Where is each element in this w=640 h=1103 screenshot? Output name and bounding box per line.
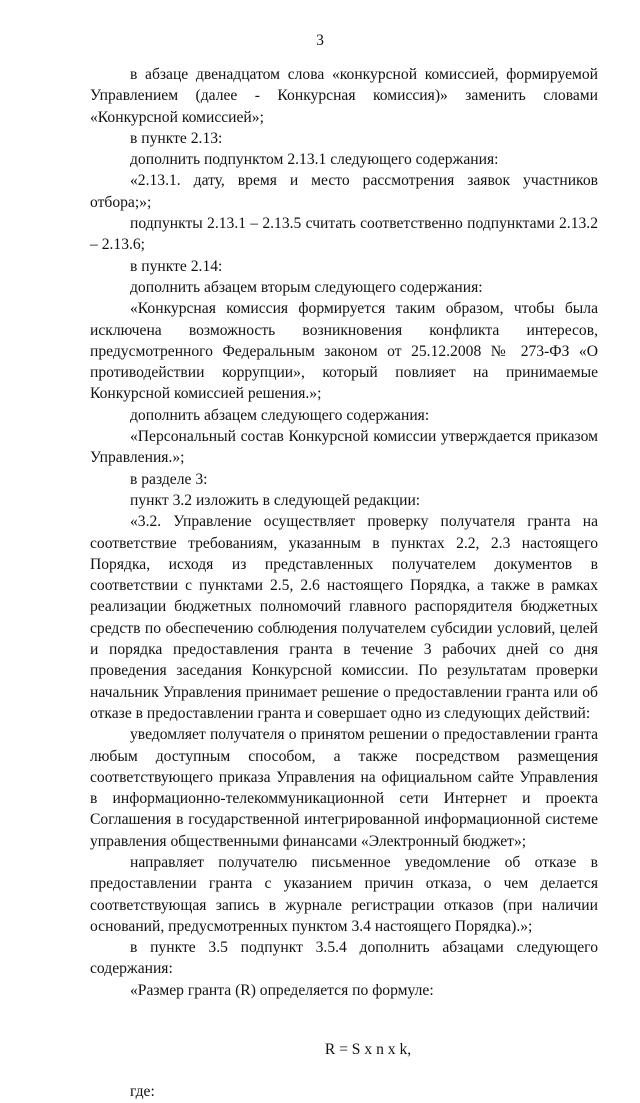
paragraph: дополнить абзацем вторым следующего содержания: [130,278,483,296]
paragraph: в разделе 3: [130,470,208,488]
paragraph: «Персональный состав Конкурсной комиссии утверждается приказом Управления.»; [90,428,598,467]
where-label: где: [130,1083,155,1101]
paragraph: в пункте 3.5 подпункт 3.5.4 дополнить абзацами следующего содержания: [90,939,598,978]
document-body [90,64,598,1103]
paragraph: в пункте 2.14: [130,257,223,275]
formula: R = S x n x k, [324,1041,412,1059]
paragraph: дополнить подпунктом 2.13.1 следующего содержания: [130,151,499,169]
paragraph: «2.13.1. дату, время и место рассмотрения заявок участников отбора;»; [90,172,598,211]
paragraph: в пункте 2.13: [130,129,223,147]
paragraph: направляет получателю письменное уведомление об отказе в предоставлении гранта с указанием причин отказа, о чем делается соответствующая запись в журнале регистрации отказов (при наличии оснований, предусмотренных пунктом 3.4 настоящего Порядка).»; [90,853,598,935]
paragraph: пункт 3.2 изложить в следующей редакции: [130,491,421,509]
paragraph: «3.2. Управление осуществляет проверку получателя гранта на соответствие требованиям, указанным в пунктах 2.2, 2.3 настоящего Порядка, исходя из представленных получателем документов в соответствии с пунктами 2.5, 2.6 настоящего Порядка, а также в рамках реализации бюджетных полномочий главного распорядителя бюджетных средств по обеспечению соблюдения получателем субсидии условий, целей и порядка предоставления гранта в течение 3 рабочих дней со дня проведения заседания Конкурсной комиссии. По результатам проверки начальник Управления принимает решение о предоставлении гранта или об отказе в предоставлении гранта и совершает одно из следующих действий: [90,513,598,722]
paragraph: подпункты 2.13.1 – 2.13.5 считать соответственно подпунктами 2.13.2 – 2.13.6; [90,215,598,254]
paragraph: уведомляет получателя о принятом решении о предоставлении гранта любым доступным способом, а также посредством размещения соответствующего приказа Управления на официальном сайте Управления в информационно-телекоммуникационной сети Интернет и проекта Соглашения в государственной интегрированной информационной системе управления общественными финансами «Электронный бюджет»; [90,726,598,850]
paragraph: «Размер гранта (R) определяется по формуле: [130,981,434,999]
page-number: 3 [316,32,324,49]
paragraph: дополнить абзацем следующего содержания: [130,406,430,424]
paragraph: в абзаце двенадцатом слова «конкурсной комиссией, формируемой Управлением (далее - Конкурсная комиссия)» заменить словами «Конкурсной комиссией»; [90,66,598,126]
paragraph: «Конкурсная комиссия формируется таким образом, чтобы была исключена возможность возникновения конфликта интересов, предусмотренного Федеральным законом от 25.12.2008 № 273-ФЗ «О противодействии коррупции», который повлияет на принимаемые Конкурсной комиссией решения.»; [90,300,598,403]
